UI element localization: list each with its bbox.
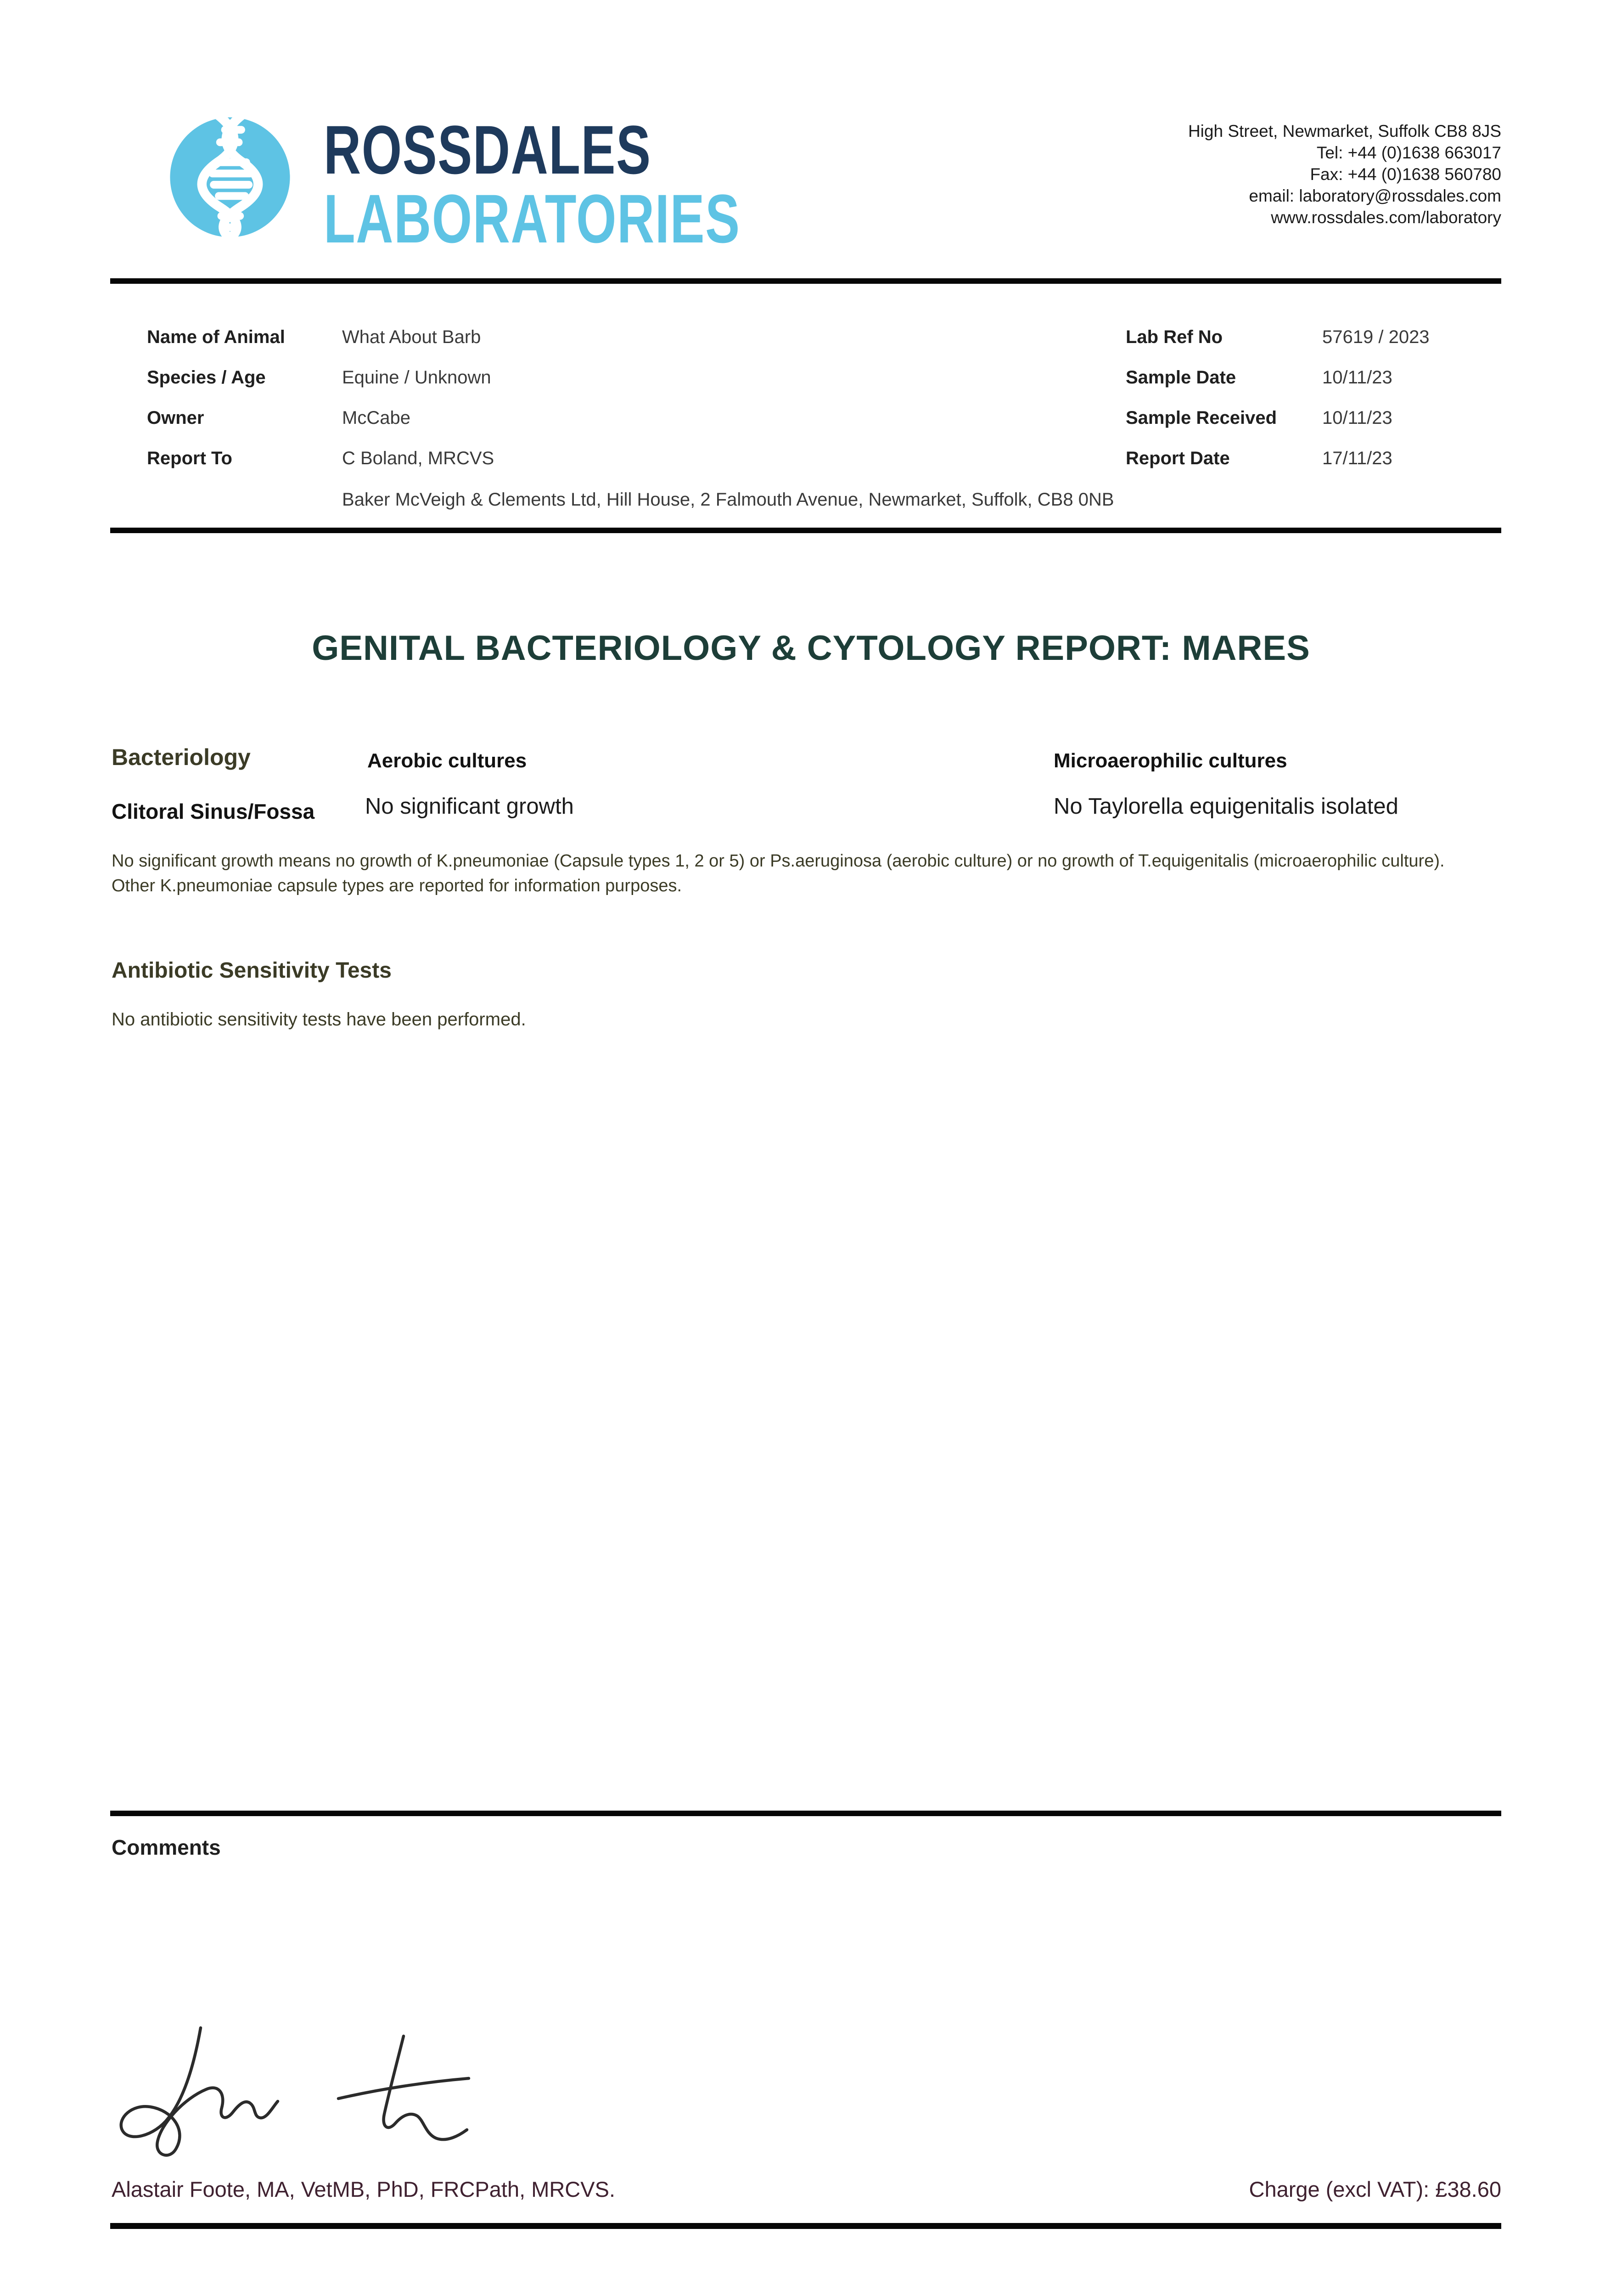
value-species-age: Equine / Unknown: [342, 367, 491, 388]
value-report-date: 17/11/23: [1322, 448, 1392, 468]
antibiotic-sensitivity-body: No antibiotic sensitivity tests have been performed.: [112, 1009, 526, 1030]
signature-image: [103, 2020, 471, 2167]
result-microaerophilic: No Taylorella equigenitalis isolated: [1054, 794, 1398, 819]
label-name-of-animal: Name of Animal: [147, 327, 285, 347]
value-lab-ref-no: 57619 / 2023: [1322, 327, 1430, 347]
label-sample-date: Sample Date: [1126, 367, 1236, 388]
page-title: GENITAL BACTERIOLOGY & CYTOLOGY REPORT: MARES: [312, 629, 1310, 668]
value-report-to-address: Baker McVeigh & Clements Ltd, Hill House, 2 Falmouth Avenue, Newmarket, Suffolk, CB8 0NB: [342, 490, 1114, 510]
divider-footer: [110, 2223, 1501, 2229]
label-species-age: Species / Age: [147, 367, 266, 388]
section-heading-antibiotic-sensitivity: Antibiotic Sensitivity Tests: [112, 958, 392, 983]
contact-website: www.rossdales.com/laboratory: [1271, 208, 1501, 227]
value-sample-received: 10/11/23: [1322, 408, 1392, 428]
logo-wordmark-laboratories: LABORATORIES: [324, 180, 741, 257]
divider-header: [110, 278, 1501, 284]
label-lab-ref-no: Lab Ref No: [1126, 327, 1223, 347]
logo-wordmark-rossdales: ROSSDALES: [324, 111, 651, 188]
section-heading-bacteriology: Bacteriology: [112, 744, 251, 770]
row-label-clitoral-sinus-fossa: Clitoral Sinus/Fossa: [112, 799, 315, 823]
contact-fax: Fax: +44 (0)1638 560780: [1310, 165, 1501, 184]
result-aerobic: No significant growth: [365, 794, 574, 819]
label-sample-received: Sample Received: [1126, 408, 1277, 428]
column-heading-aerobic-cultures: Aerobic cultures: [367, 749, 527, 772]
contact-email: email: laboratory@rossdales.com: [1249, 186, 1501, 205]
charge-amount: Charge (excl VAT): £38.60: [1249, 2177, 1501, 2201]
section-heading-comments: Comments: [112, 1835, 221, 1859]
value-report-to: C Boland, MRCVS: [342, 448, 494, 468]
lab-contact-block: [1188, 120, 1501, 228]
value-sample-date: 10/11/23: [1322, 367, 1392, 388]
label-owner: Owner: [147, 408, 204, 428]
divider-details: [110, 528, 1501, 533]
bacteriology-disclaimer: No significant growth means no growth of K.pneumoniae (Capsule types 1, 2 or 5) or Ps.aeruginosa (aerobic culture) or no growth of T.equigenitalis (microaerophilic culture). Other K.pneumoniae capsule types are reported for information purposes.: [112, 851, 1445, 895]
dna-helix-circle-icon: [168, 115, 292, 240]
label-report-to: Report To: [147, 448, 232, 468]
value-owner: McCabe: [342, 408, 410, 428]
column-heading-microaerophilic-cultures: Microaerophilic cultures: [1054, 749, 1287, 772]
contact-address: High Street, Newmarket, Suffolk CB8 8JS: [1188, 122, 1501, 141]
label-report-date: Report Date: [1126, 448, 1230, 468]
contact-tel: Tel: +44 (0)1638 663017: [1316, 143, 1501, 162]
signatory-name: Alastair Foote, MA, VetMB, PhD, FRCPath, MRCVS.: [112, 2177, 615, 2201]
value-name-of-animal: What About Barb: [342, 327, 481, 347]
divider-comments: [110, 1811, 1501, 1816]
